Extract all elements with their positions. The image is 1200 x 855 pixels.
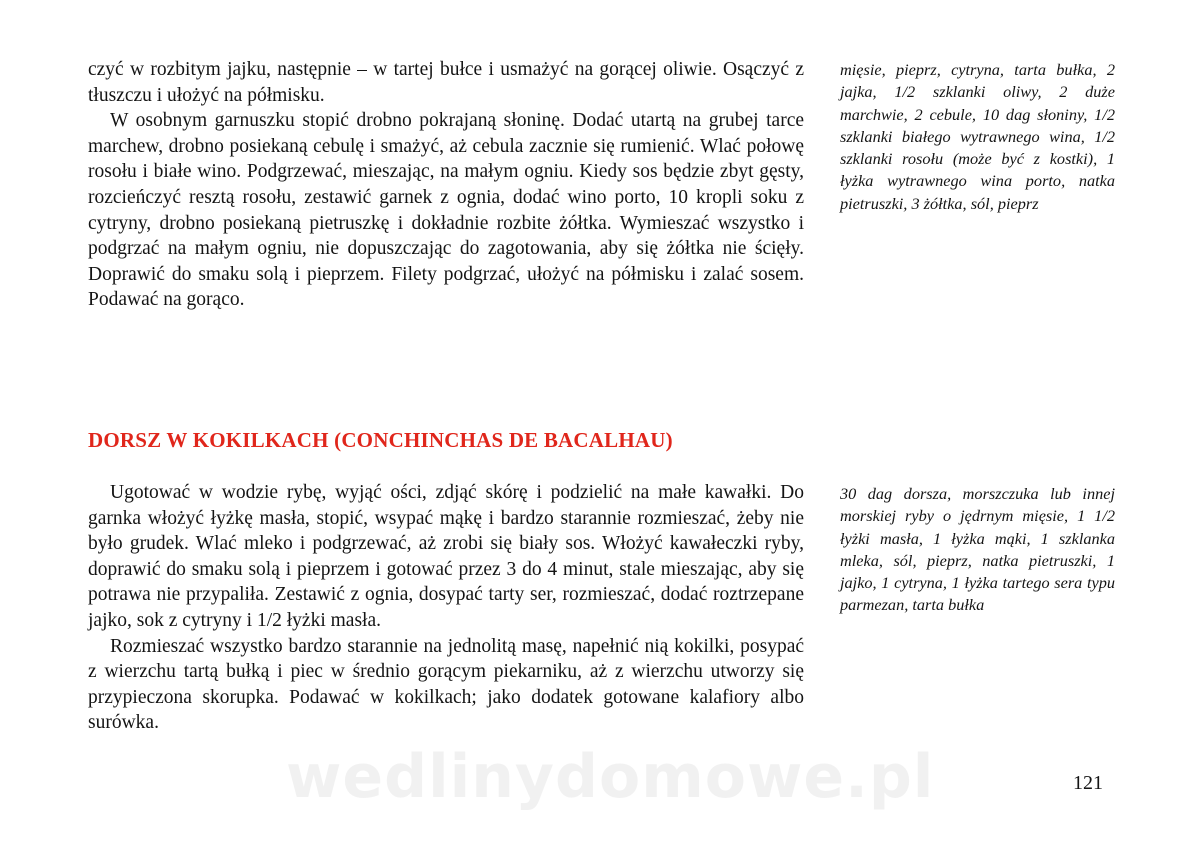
recipe1-paragraph-2: W osobnym garnuszku stopić drobno pokrajaną słoninę. Dodać utartą na grubej tarce marchew, drobno posiekaną cebulę i smażyć, aż cebula zacznie się rumienić. Wlać połowę rosołu i białe wino. Podgrzewać, mieszając, na małym ogniu. Kiedy sos będzie zbyt gęsty, rozcieńczyć resztą rosołu, zestawić garnek z ognia, dodać wino porto, 10 kropli soku z cytryny, drobno posiekaną pietruszkę i dokładnie rozbite żółtka. Wymieszać wszystko i podgrzać na małym ogniu, nie dopuszczając do zagotowania, aby się żółtka nie ścięły. Doprawić do smaku solą i pieprzem. Filety podgrzać, ułożyć na półmisku i zalać sosem. Podawać na gorąco.: [88, 110, 804, 311]
recipe1-paragraph-1: czyć w rozbitym jajku, następnie – w tartej bułce i usmażyć na gorącej oliwie. Osączyć z tłuszczu i ułożyć na półmisku.: [88, 59, 804, 106]
recipe1-method: [88, 57, 804, 313]
recipe2-paragraph-2: Rozmieszać wszystko bardzo starannie na jednolitą masę, napełnić nią kokilki, posypać z wierzchu tartą bułką i piec w średnio gorącym piekarniku, aż z wierzchu utworzy się przypieczona skorupka. Podawać w kokilkach; jako dodatek gotowane kalafiory albo surówka.: [88, 635, 804, 734]
recipe2-ingredients: [840, 483, 1115, 617]
recipe1-ingredients: [840, 59, 1115, 215]
watermark: wedlinydomowe.pl: [286, 742, 935, 812]
recipe2-title: DORSZ W KOKILKACH (CONCHINCHAS DE BACALHAU): [88, 428, 673, 452]
recipe1-ingredients-text: mięsie, pieprz, cytryna, tarta bułka, 2 jajka, 1/2 szklanki oliwy, 2 duże marchwie, 2 cebule, 10 dag słoniny, 1/2 szklanki białego wytrawnego wina, 1/2 szklanki rosołu (może być z kostki), 1 łyżka wytrawnego wina porto, natka pietruszki, 3 żółtka, sól, pieprz: [840, 60, 1115, 213]
recipe2-paragraph-1: Ugotować w wodzie rybę, wyjąć ości, zdjąć skórę i podzielić na małe kawałki. Do garnka włożyć łyżkę masła, stopić, wsypać mąkę i bardzo starannie rozmieszać, żeby nie było grudek. Wlać mleko i podgrzewać, aż zrobi się biały sos. Włożyć kawałeczki ryby, doprawić do smaku solą i pieprzem i gotować przez 3 do 4 minut, stale mieszając, aby się potrawa nie przypaliła. Zestawić z ognia, dosypać tarty ser, rozmieszać, dodać roztrzepane jajko, sok z cytryny i 1/2 łyżki masła.: [88, 482, 804, 631]
page-number: 121: [1073, 772, 1103, 794]
recipe2-method: [88, 480, 804, 736]
recipe2-ingredients-text: 30 dag dorsza, morszczuka lub innej morskiej ryby o jędrnym mięsie, 1 1/2 łyżki masła, 1 łyżka mąki, 1 szklanka mleka, sól, pieprz, natka pietruszki, 1 jajko, 1 cytryna, 1 łyżka tartego sera typu parmezan, tarta bułka: [840, 484, 1115, 615]
